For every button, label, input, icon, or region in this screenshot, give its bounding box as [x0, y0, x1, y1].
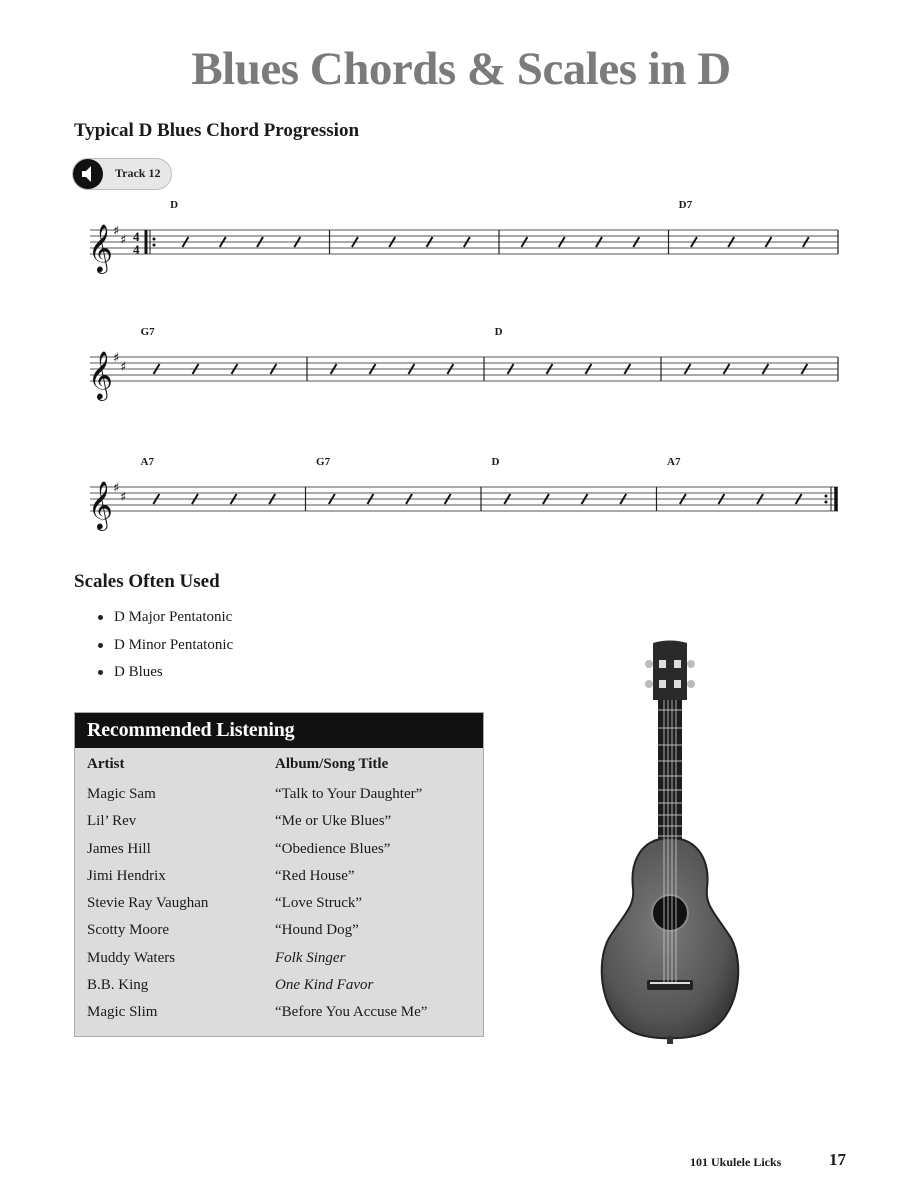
recommended-listening-table: [74, 712, 484, 1037]
artist-cell: B.B. King: [87, 977, 149, 994]
page-title: Blues Chords & Scales in D: [191, 43, 731, 95]
sharp-icon: ♯: [113, 481, 120, 496]
chord-symbol: A7: [140, 456, 154, 468]
treble-clef-icon: 𝄞: [88, 350, 113, 399]
table-column-headers: [75, 748, 483, 782]
artist-cell: Jimi Hendrix: [87, 867, 166, 884]
table-row: [75, 809, 483, 836]
repeat-dot: [825, 495, 828, 498]
artist-cell: Stevie Ray Vaughan: [87, 895, 209, 912]
title-cell: “Love Struck”: [275, 895, 363, 912]
title-cell: “Talk to Your Daughter”: [275, 786, 423, 802]
sharp-icon: ♯: [120, 360, 127, 375]
table-row: [75, 864, 483, 891]
scale-item: D Major Pentatonic: [96, 606, 233, 634]
title-cell: “Red House”: [275, 867, 355, 884]
table-row: [75, 946, 483, 973]
time-signature-bottom: 4: [133, 242, 140, 257]
ukulele-image: [595, 638, 745, 1048]
sharp-icon: ♯: [120, 233, 127, 248]
repeat-dot: [153, 238, 156, 241]
artist-cell: Muddy Waters: [87, 949, 176, 966]
table-row: [75, 782, 483, 809]
sharp-icon: ♯: [120, 490, 127, 505]
column-title: Album/Song Title: [275, 756, 389, 772]
column-artist: Artist: [87, 756, 125, 772]
sharp-icon: ♯: [113, 351, 120, 366]
scale-item: D Minor Pentatonic: [96, 634, 233, 662]
chord-symbol: G7: [140, 326, 155, 338]
treble-clef-icon: 𝄞: [88, 223, 113, 272]
title-cell: Folk Singer: [275, 949, 346, 966]
table-header: Recommended Listening: [75, 713, 483, 748]
track-label: Track 12: [115, 166, 161, 180]
scale-item: D Blues: [96, 661, 233, 689]
chord-symbol: D: [494, 326, 503, 338]
title-cell: One Kind Favor: [275, 977, 374, 994]
chord-symbol: D: [170, 199, 179, 211]
chord-symbol: D7: [678, 199, 693, 211]
page-number: 17: [829, 1150, 846, 1169]
time-signature-top: 4: [133, 229, 140, 244]
chord-symbol: A7: [667, 456, 681, 468]
table-row: [75, 837, 483, 864]
title-cell: “Before You Accuse Me”: [275, 1004, 428, 1021]
repeat-dot: [825, 501, 828, 504]
chord-symbol: G7: [316, 456, 331, 468]
footer-book-title: 101 Ukulele Licks: [690, 1155, 782, 1169]
title-cell: “Hound Dog”: [275, 922, 359, 939]
artist-cell: Scotty Moore: [87, 922, 170, 939]
repeat-dot: [153, 244, 156, 247]
artist-cell: Magic Sam: [87, 786, 156, 802]
artist-cell: James Hill: [87, 840, 151, 857]
title-cell: “Obedience Blues”: [275, 840, 391, 857]
chord-symbol: D: [491, 456, 500, 468]
scale-list: [96, 606, 233, 689]
artist-cell: Magic Slim: [87, 1004, 158, 1021]
title-cell: “Me or Uke Blues”: [275, 813, 392, 830]
table-row: [75, 891, 483, 918]
treble-clef-icon: 𝄞: [88, 480, 113, 529]
progression-heading: Typical D Blues Chord Progression: [74, 120, 360, 141]
chord-progression-notation: [0, 0, 900, 560]
scales-heading: Scales Often Used: [74, 571, 220, 592]
sharp-icon: ♯: [113, 224, 120, 239]
table-row: [75, 918, 483, 945]
table-row: [75, 1000, 483, 1027]
artist-cell: Lil’ Rev: [87, 813, 137, 830]
table-row: [75, 973, 483, 1000]
